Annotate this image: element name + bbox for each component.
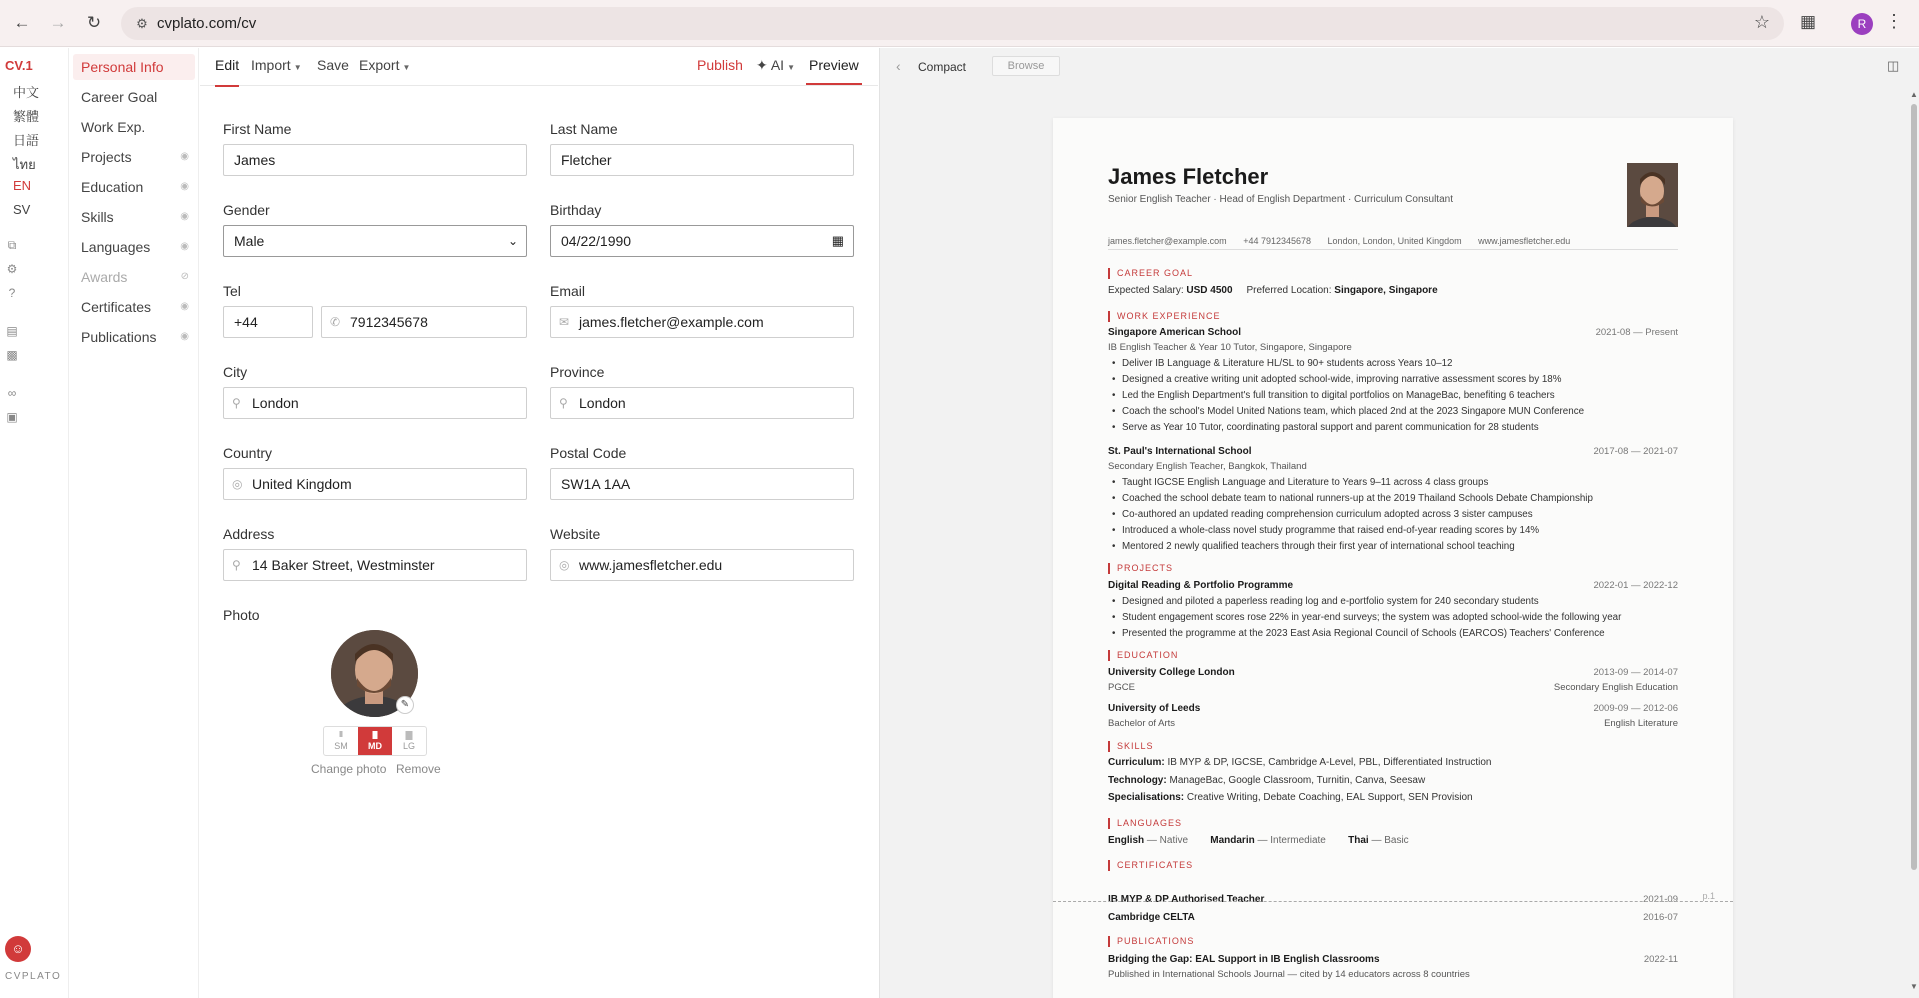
globe-icon: ◎ [559,558,570,572]
cv-bullet: • Coached the school debate team to national runners-up at the 2019 Thailand Schools Debate Championship [1122,493,1593,504]
cv-bullet: • Coach the school's Model United Nations team, which placed 2nd at the 2023 Singapore MUN Conference [1122,406,1584,417]
cv-section-education: EDUCATION [1108,650,1178,661]
section-label: Work Exp. [81,119,146,135]
editor-toolbar [200,48,878,86]
province-label: Province [550,364,605,380]
section-label: Projects [81,149,132,165]
active-tab-indicator [806,83,862,85]
cv-contact-location: London, London, United Kingdom [1327,236,1462,246]
cv-contact-email: james.fletcher@example.com [1108,236,1227,246]
scroll-up-icon[interactable]: ▲ [1910,90,1918,99]
import-label: Import [251,57,291,73]
ai-menu[interactable] [756,57,795,74]
cv-edu-school: University College London [1108,667,1235,678]
last-name-field[interactable]: Fletcher [550,144,854,176]
url-text[interactable]: cvplato.com/cv [157,15,257,32]
cv-language-level: — Native [1146,835,1189,846]
gender-select[interactable] [223,225,527,257]
tab-preview[interactable]: Preview [809,57,859,73]
chevron-down-icon: ⌄ [507,234,518,248]
section-education[interactable] [73,174,195,200]
address-value: 14 Baker Street, Westminster [252,557,435,573]
lang-sv[interactable]: SV [13,202,31,217]
cv-name: James Fletcher [1108,164,1269,189]
email-value: james.fletcher@example.com [579,314,764,330]
section-skills[interactable] [73,204,195,230]
user-avatar-icon[interactable]: ☺ [5,936,31,962]
cv-skill-value: IB MYP & DP, IGCSE, Cambridge A-Level, PBL, Differentiated Instruction [1167,757,1492,768]
country-field[interactable] [223,468,527,500]
section-certificates[interactable] [73,294,195,320]
address-label: Address [223,526,275,542]
scroll-down-icon[interactable]: ▼ [1910,982,1918,991]
birthday-label: Birthday [550,202,602,218]
cv-contact-website: www.jamesfletcher.edu [1478,236,1571,246]
cv-bullet: • Serve as Year 10 Tutor, coordinating pastoral support and parent communication for 28 students [1122,422,1539,433]
location-pin-icon: ⚲ [232,558,241,572]
calendar-icon[interactable]: ▦ [831,233,844,248]
cv-bullet: • Designed and piloted a paperless reading log and e-portfolio system for 240 secondary students [1122,596,1539,607]
extensions-icon[interactable]: ▦ [1799,12,1817,31]
birthday-field[interactable] [550,225,854,257]
browse-button[interactable]: Browse [992,56,1060,76]
cv-bullet: • Presented the programme at the 2023 East Asia Regional Council of Schools (EARCOS) Teachers' Conference [1122,628,1605,639]
cv-work-role: IB English Teacher & Year 10 Tutor, Singapore, Singapore [1108,342,1352,353]
cv-edu-degree: Bachelor of Arts [1108,718,1176,729]
cv-skill-label: Curriculum: [1108,757,1165,768]
website-value: www.jamesfletcher.edu [579,557,723,573]
cv-section-career-goal: CAREER GOAL [1108,268,1193,279]
cv-work-org: Singapore American School [1108,327,1241,338]
country-value: United Kingdom [252,476,352,492]
browser-menu-icon[interactable]: ⋮ [1885,11,1903,31]
preview-panel [879,48,1919,998]
email-label: Email [550,283,586,299]
personal-info-form [200,87,878,998]
cv-skill-value: ManageBac, Google Classroom, Turnitin, Canva, Seesaw [1169,775,1426,786]
remove-photo-link[interactable]: Remove [396,762,441,776]
section-career-goal[interactable] [73,84,195,110]
tel-code-field[interactable]: +44 [223,306,313,338]
bookmark-star-icon[interactable]: ☆ [1753,12,1770,32]
cv-edu-school: University of Leeds [1108,703,1201,714]
cv-certificate-name: Cambridge CELTA [1108,912,1195,923]
section-languages[interactable] [73,234,195,260]
gender-label: Gender [223,202,270,218]
app-logo[interactable]: CV.1 [5,58,33,73]
cv-bullet: • Mentored 2 newly qualified teachers through their first year of international school teaching [1122,541,1515,552]
brand-wordmark: CVPLATO [5,971,62,982]
first-name-field[interactable]: James [223,144,527,176]
cv-project-title: Digital Reading & Portfolio Programme [1108,580,1294,591]
last-name-label: Last Name [550,121,618,137]
export-menu[interactable] [359,57,410,73]
link-icon[interactable]: ∞ [7,386,17,400]
location-pin-icon: ⚲ [559,396,568,410]
section-personal-info[interactable] [73,54,195,80]
copy-icon[interactable]: ⧉ [7,238,17,252]
cv-skill-value: Creative Writing, Debate Coaching, EAL Support, SEN Provision [1186,792,1473,803]
cv-paper [1053,118,1733,998]
section-label: Skills [81,209,114,225]
preview-scrollbar[interactable] [1909,88,1919,998]
browser-toolbar [0,0,1919,47]
chevron-down-icon: ▼ [293,63,302,72]
size-sm-icon [340,731,343,737]
location-pin-icon: ⚲ [232,396,241,410]
cv-skill-row [1108,792,1473,803]
country-label: Country [223,445,273,461]
cv-skill-label: Specialisations: [1108,792,1185,803]
cv-bullet: • Deliver IB Language & Literature HL/SL to 90+ students across Years 10–12 [1122,358,1453,369]
cv-language-level: — Intermediate [1257,835,1326,846]
cv-photo [1627,163,1678,227]
clipboard-icon[interactable]: ▣ [6,410,18,424]
section-nav [70,48,199,998]
edit-photo-icon[interactable]: ✎ [396,696,414,714]
cv-edu-dates: 2009-09 — 2012-06 [1593,703,1678,714]
cv-certificate-date: 2016-07 [1643,912,1678,923]
cv-publication-detail: Published in International Schools Journal — cited by 14 educators across 8 countries [1108,969,1470,980]
size-sm-button[interactable] [324,727,358,755]
tel-label: Tel [223,283,241,299]
cv-edu-degree: PGCE [1108,682,1135,693]
city-field[interactable] [223,387,527,419]
cv-contact-line [1108,236,1584,246]
eye-icon[interactable]: ◉ [180,181,189,192]
left-rail [0,48,69,998]
cv-career-goal [1108,285,1438,296]
chevron-down-icon: ▼ [787,63,795,72]
email-field[interactable] [550,306,854,338]
cv-project-dates: 2022-01 — 2022-12 [1593,580,1678,591]
eye-off-icon[interactable]: ⊘ [180,271,189,282]
cv-section-work: WORK EXPERIENCE [1108,311,1221,322]
cv-salary: USD 4500 [1186,285,1233,296]
cv-location-label: Preferred Location: [1246,285,1332,296]
size-lg-label: LG [402,741,415,751]
section-label: Publications [81,329,157,345]
size-sm-label: SM [334,741,348,751]
cv-bullet: • Designed a creative writing unit adopted school-wide, improving narrative assessment scores by 18% [1122,374,1561,385]
section-label: Languages [81,239,151,255]
section-label: Awards [81,269,128,285]
postal-code-field[interactable]: SW1A 1AA [550,468,854,500]
cv-section-languages: LANGUAGES [1108,818,1182,829]
template-icon[interactable]: ▩ [6,348,18,362]
cv-language-level: — Basic [1371,835,1409,846]
province-field[interactable] [550,387,854,419]
cv-section-certificates: CERTIFICATES [1108,860,1193,871]
province-value: London [579,395,626,411]
scroll-thumb[interactable] [1911,104,1917,870]
section-awards[interactable] [73,264,195,290]
cv-skill-row [1108,757,1492,768]
section-label: Career Goal [81,89,158,105]
photo-label: Photo [223,607,260,623]
eye-icon[interactable]: ◉ [180,151,189,162]
sidebar-toggle-icon[interactable]: ◫ [1887,58,1900,73]
cv-language-row [1108,835,1409,846]
cv-section-publications: PUBLICATIONS [1108,936,1194,947]
cv-certificate-date: 2021-09 [1643,894,1678,905]
cv-contact-phone: +44 7912345678 [1243,236,1312,246]
cv-publication-title: Bridging the Gap: EAL Support in IB English Classrooms [1108,954,1380,965]
preview-toolbar [880,48,1919,86]
page-marker: p.1 [1702,891,1715,901]
mail-icon: ✉ [559,315,570,329]
cv-work-dates: 2021-08 — Present [1595,327,1678,338]
publish-button[interactable]: Publish [697,57,743,73]
import-menu[interactable] [251,57,302,73]
ai-label: ✦ AI [756,57,785,73]
save-button[interactable]: Save [317,57,349,73]
city-value: London [252,395,299,411]
section-projects[interactable] [73,144,195,170]
section-label: Personal Info [81,59,164,75]
birthday-value: 04/22/1990 [561,233,632,249]
cv-language-name: English [1108,835,1145,846]
forward-icon[interactable]: → [49,13,67,32]
cv-bullet: • Introduced a whole-class novel study programme that raised end-of-year reading scores by 14% [1122,525,1539,536]
size-md-icon [373,731,378,739]
lang-th[interactable]: ไทย [13,157,36,172]
cv-divider [1108,249,1678,250]
photo-size-toggle [323,726,427,756]
size-lg-icon [406,731,413,740]
section-label: Certificates [81,299,152,315]
globe-icon: ◎ [232,477,243,491]
tab-edit[interactable]: Edit [215,57,240,73]
cv-language-name: Mandarin [1210,835,1255,846]
cv-section-projects: PROJECTS [1108,563,1173,574]
address-field[interactable] [223,549,527,581]
cv-language-name: Thai [1348,835,1369,846]
cv-certificate-name: IB MYP & DP Authorised Teacher [1108,894,1265,905]
cv-work-role: Secondary English Teacher, Bangkok, Thailand [1108,461,1307,472]
cv-skill-label: Technology: [1108,775,1167,786]
reload-icon[interactable]: ↻ [86,13,102,32]
cv-edu-dates: 2013-09 — 2014-07 [1593,667,1678,678]
cv-headline: Senior English Teacher · Head of English Department · Curriculum Consultant [1108,194,1453,205]
size-md-label: MD [368,741,382,751]
address-bar[interactable] [121,7,1784,40]
cv-skill-row [1108,775,1425,786]
size-md-button[interactable] [358,727,392,755]
tel-number-value: 7912345678 [350,314,428,330]
cv-bullet: • Student engagement scores rose 22% in year-end surveys; the system was adopted school-wide the following year [1122,612,1621,623]
eye-icon[interactable]: ◉ [180,331,189,342]
eye-icon[interactable]: ◉ [180,301,189,312]
phone-icon: ✆ [330,315,341,329]
postal-code-label: Postal Code [550,445,627,461]
cv-work-org: St. Paul's International School [1108,446,1252,457]
cv-bullet: • Co-authored an updated reading comprehension curriculum adopted across 3 sister campuses [1122,509,1533,520]
lang-zh-cn[interactable]: 中文 [13,85,40,100]
tel-number-field[interactable] [321,306,527,338]
eye-icon[interactable]: ◉ [180,241,189,252]
website-field[interactable] [550,549,854,581]
section-label: Education [81,179,144,195]
website-label: Website [550,526,601,542]
eye-icon[interactable]: ◉ [180,211,189,222]
settings-icon[interactable]: ⚙ [6,262,18,276]
back-icon[interactable]: ← [13,13,31,32]
cv-location: Singapore, Singapore [1334,285,1438,296]
cv-salary-label: Expected Salary: [1108,285,1184,296]
first-name-label: First Name [223,121,292,137]
layout-value: Compact [918,60,967,74]
help-icon[interactable]: ? [8,286,16,300]
change-photo-link[interactable]: Change photo [311,762,387,776]
cv-publication-date: 2022-11 [1643,954,1678,965]
cv-edu-field: Secondary English Education [1553,682,1678,693]
cv-bullet: • Led the English Department's full transition to digital portfolios on ManageBac, benefiting 6 teachers [1122,390,1555,401]
cv-section-skills: SKILLS [1108,741,1154,752]
section-publications[interactable] [73,324,195,350]
chevron-left-icon[interactable]: ‹ [896,58,901,74]
size-lg-button[interactable] [392,727,426,755]
briefcase-icon[interactable]: ▤ [6,324,18,338]
profile-avatar[interactable]: R [1851,13,1873,35]
section-work-exp[interactable] [73,114,195,140]
site-settings-icon[interactable]: ⚙ [136,16,148,31]
export-label: Export [359,57,400,73]
chevron-down-icon: ▼ [402,63,411,72]
cv-bullet: • Taught IGCSE English Language and Literature to Years 9–11 across 4 class groups [1122,477,1488,488]
gender-value: Male [234,233,265,249]
lang-en[interactable]: EN [13,178,32,193]
lang-ja[interactable]: 日語 [13,133,40,148]
lang-zh-tw[interactable]: 繁體 [13,109,40,124]
cv-edu-field: English Literature [1604,718,1678,729]
city-label: City [223,364,248,380]
cv-work-dates: 2017-08 — 2021-07 [1593,446,1678,457]
page-break-line [1053,901,1733,902]
